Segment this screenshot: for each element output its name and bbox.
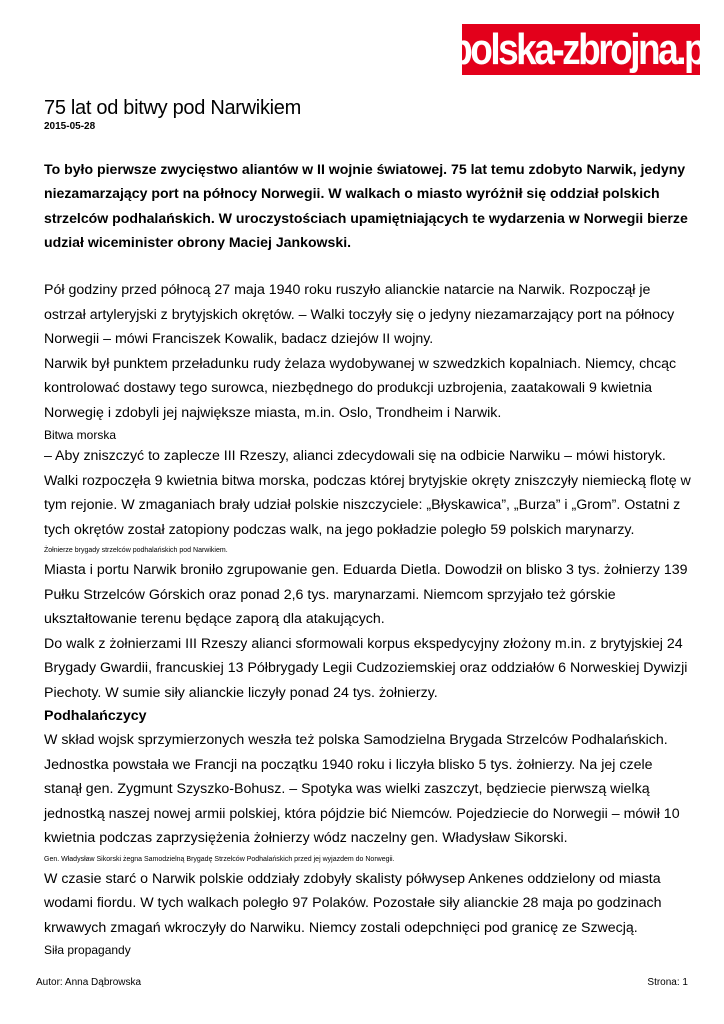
section-heading-propaganda: Siła propagandy <box>44 943 131 958</box>
photo-caption-2: Gen. Władysław Sikorski żegna Samodzielną Brygadę Strzelców Podhalańskich przed jej wyjazdem do Norwegii. <box>44 855 395 863</box>
section-heading-naval-battle: Bitwa morska <box>44 428 117 443</box>
paragraph-5: Do walk z żołnierzami III Rzeszy alianci sformowali korpus ekspedycyjny złożony m.in. z brytyjskiej 24 Brygady Gwardii, francuskiej 13 Półbrygady Legii Cudzoziemskiej oraz oddziałów 6 Norweskiej Dywizji Piechoty. W sumie siły alianckie liczyły ponad 24 tys. żołnierzy. <box>44 635 688 701</box>
paragraph-6: W skład wojsk sprzymierzonych weszła też polska Samodzielna Brygada Strzelców Podhalańskich. Jednostka powstała we Francji na początku 1940 roku i liczyła blisko 5 tys. żołnierzy. Na jej czele stanął gen. Zygmunt Szyszko-Bohusz. – Spotyka was wielki zaszczyt, będziecie pierwszą wielką jednostką naszej nowej armii polskiej, która pójdzie bić Niemców. Pojedziecie do Norwegii – mówił 10 kwietnia podczas zaprzysiężenia żołnierzy wódz naczelny gen. Władysław Sikorski. <box>44 732 680 847</box>
photo-caption-1: Żołnierze brygady strzelców podhalańskich pod Narwikiem. <box>44 547 228 555</box>
footer-author: Autor: Anna Dąbrowska <box>36 977 142 988</box>
article-date: 2015-05-28 <box>44 121 96 132</box>
article-title: 75 lat od bitwy pod Narwikiem <box>44 97 301 119</box>
paragraph-4: Miasta i portu Narwik broniło zgrupowanie gen. Eduarda Dietla. Dowodził on blisko 3 tys. żołnierzy 139 Pułku Strzelców Górskich oraz ponad 2,6 tys. marynarzami. Niemcom sprzyjało też górskie ukształtowanie terenu będące zaporą dla atakujących. <box>44 562 688 628</box>
paragraph-1: Pół godziny przed północą 27 maja 1940 roku ruszyło alianckie natarcie na Narwik. Rozpoczął je ostrzał artyleryjski z brytyjskich okrętów. – Walki toczyły się o jedyny niezamarzający port na północy Norwegii – mówi Franciszek Kowalik, badacz dziejów II wojny. <box>44 282 675 348</box>
article-lead: To było pierwsze zwycięstwo aliantów w II wojnie światowej. 75 lat temu zdobyto Narwik, jedyny niezamarzający port na północy Norwegii. W walkach o miasto wyróżnił się oddział polskich strzelców podhalańskich. W uroczystościach upamiętniających te wydarzenia w Norwegii bierze udział wiceminister obrony Maciej Jankowski. <box>44 161 688 250</box>
site-logo-text: polska-zbrojna.pl <box>450 24 712 74</box>
article <box>44 96 694 957</box>
footer-page-number: Strona: 1 <box>647 977 688 988</box>
paragraph-7: W czasie starć o Narwik polskie oddziały zdobyły skalisty półwysep Ankenes oddzielony od miasta wodami fiordu. W tych walkach poległo 97 Polaków. Pozostałe siły alianckie 28 maja po godzinach krwawych zmagań wkroczyły do Narwiku. Niemcy zostali odepchnięci pod granicę ze Szwecją. <box>44 870 662 936</box>
section-heading-podhalanczycy: Podhalańczycy <box>44 708 147 725</box>
site-logo[interactable] <box>450 24 712 75</box>
paragraph-2: Narwik był punktem przeładunku rudy żelaza wydobywanej w szwedzkich kopalniach. Niemcy, chcąc kontrolować dostawy tego surowca, niezbędnego do produkcji uzbrojenia, zaatakowali 9 kwietnia Norwegię i zdobyli jej największe miasta, m.in. Oslo, Trondheim i Narwik. <box>44 355 677 421</box>
paragraph-3: – Aby zniszczyć to zaplecze III Rzeszy, alianci zdecydowali się na odbicie Narwiku – mówi historyk. Walki rozpoczęła 9 kwietnia bitwa morska, podczas której brytyjskie okręty zniszczyły niemiecką flotę w tym rejonie. W zmaganiach brały udział polskie niszczyciele: „Błyskawica”, „Burza” i „Grom”. Ostatni z tych okrętów został zatopiony podczas walk, na jego pokładzie poległo 59 polskich marynarzy. <box>44 448 691 538</box>
